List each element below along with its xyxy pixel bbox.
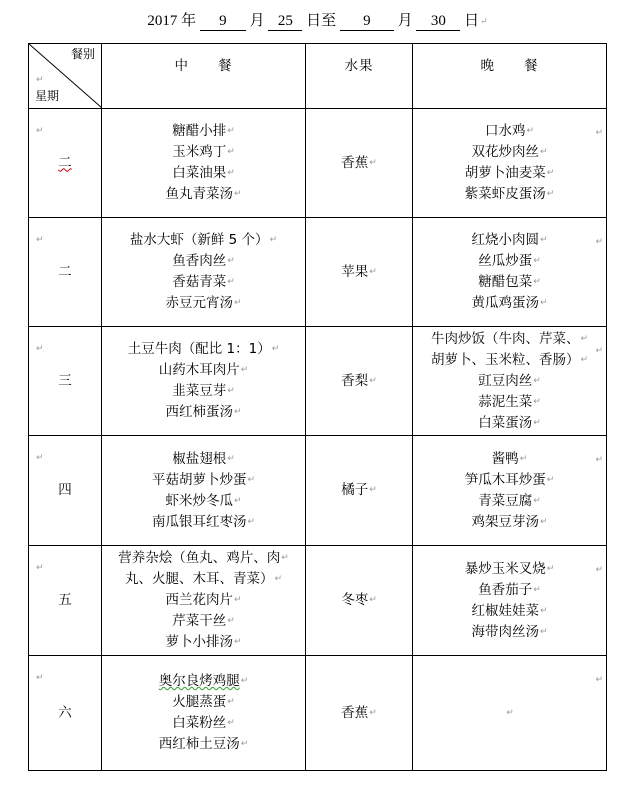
menu-row xyxy=(29,218,607,327)
dinner-dish xyxy=(413,622,606,643)
paragraph-mark-icon: ↵ xyxy=(227,453,235,464)
lunch-dish-text: 平菇胡萝卜炒蛋 xyxy=(151,471,247,488)
paragraph-mark-icon: ↵ xyxy=(519,453,528,464)
fruit-text: 苹果 xyxy=(341,263,369,280)
paragraph-mark-icon: ↵ xyxy=(271,344,280,354)
start-day: 25 xyxy=(268,12,302,31)
dinner-cell xyxy=(413,327,607,436)
paragraph-mark-icon: ↵ xyxy=(580,333,589,344)
dinner-dish xyxy=(413,272,606,293)
paragraph-mark-icon: ↵ xyxy=(595,565,603,575)
fruit-cell xyxy=(306,656,413,771)
paragraph-mark-icon: ↵ xyxy=(546,563,555,574)
dinner-dish xyxy=(413,580,606,601)
paragraph-mark-icon: ↵ xyxy=(227,718,235,728)
paragraph-mark-icon: ↵ xyxy=(369,375,377,386)
table-header-row xyxy=(29,44,607,109)
paragraph-mark-icon: ↵ xyxy=(233,637,242,647)
dinner-cell xyxy=(413,109,607,218)
lunch-dish xyxy=(102,360,305,381)
lunch-dish-text: 萝卜小排汤 xyxy=(165,634,233,650)
lunch-dish-text: 西红柿蛋汤 xyxy=(165,404,233,420)
lunch-dish xyxy=(102,272,305,293)
lunch-dish-text: 鱼香肉丝 xyxy=(172,253,227,269)
dinner-dish-text: 海带肉丝汤 xyxy=(471,623,539,640)
dinner-dish-text: 双花炒肉丝 xyxy=(471,144,539,160)
lunch-dish xyxy=(102,569,305,590)
weekday-cell xyxy=(29,109,102,218)
lunch-dish xyxy=(102,713,305,734)
paragraph-mark-icon: ↵ xyxy=(595,455,603,465)
lunch-dish xyxy=(102,692,305,713)
lunch-dish-text: 韭菜豆芽 xyxy=(172,383,227,399)
dinner-dish-text: 酱鸭 xyxy=(491,450,519,467)
weekday-cell xyxy=(29,436,102,546)
paragraph-mark-icon: ↵ xyxy=(533,375,541,386)
paragraph-mark-icon: ↵ xyxy=(369,266,377,277)
paragraph-mark-icon: ↵ xyxy=(227,697,235,707)
dinner-dish xyxy=(413,350,606,371)
dinner-dish xyxy=(413,121,606,142)
paragraph-mark-icon: ↵ xyxy=(369,485,377,495)
dinner-dish xyxy=(413,251,606,272)
paragraph-mark-icon: ↵ xyxy=(546,474,555,485)
paragraph-mark-icon: ↵ xyxy=(240,739,249,749)
menu-row xyxy=(29,327,607,436)
paragraph-mark-icon: ↵ xyxy=(36,235,44,245)
dinner-dish xyxy=(413,293,606,314)
paragraph-mark-icon: ↵ xyxy=(227,386,235,396)
paragraph-mark-icon: ↵ xyxy=(233,407,242,417)
fruit-cell xyxy=(306,218,413,327)
dinner-dish-text: 红烧小肉圆 xyxy=(471,232,539,248)
lunch-cell xyxy=(102,218,306,327)
fruit-header-text: 水果 xyxy=(344,57,374,74)
paragraph-mark-icon: ↵ xyxy=(36,344,44,354)
fruit-cell xyxy=(306,436,413,546)
weekday-label: 六 xyxy=(58,704,72,721)
menu-row xyxy=(29,546,607,656)
dinner-cell xyxy=(413,218,607,327)
paragraph-mark-icon: ↵ xyxy=(227,126,235,136)
lunch-dish-text: 营养杂烩（鱼丸、鸡片、肉 xyxy=(118,550,281,566)
dinner-dish-text: 笋瓜木耳炒蛋 xyxy=(464,471,546,488)
menu-row xyxy=(29,656,607,771)
lunch-dish-text: 白菜粉丝 xyxy=(172,715,227,731)
paragraph-mark-icon: ↵ xyxy=(539,147,548,157)
weekday-cell xyxy=(29,656,102,771)
dinner-dish-text: 胡萝卜、玉米粒、香肠） xyxy=(430,351,580,368)
paragraph-mark-icon: ↵ xyxy=(274,574,283,584)
paragraph-mark-icon: ↵ xyxy=(369,595,377,605)
lunch-dish-text: 土豆牛肉（配比 1：1） xyxy=(127,341,271,357)
dinner-dish xyxy=(413,184,606,205)
paragraph-mark-icon: ↵ xyxy=(533,396,541,407)
lunch-dish-text: 西兰花肉片 xyxy=(165,592,233,608)
fruit-text: 香蕉 xyxy=(341,704,369,721)
lunch-dish xyxy=(102,121,305,142)
dinner-dish xyxy=(413,559,606,580)
corner-top-label: 餐别 xyxy=(70,47,95,61)
month-label-2: 月 xyxy=(397,13,413,29)
paragraph-mark-icon: ↵ xyxy=(539,626,548,637)
lunch-dish-text: 白菜油果 xyxy=(172,165,227,181)
paragraph-mark-icon: ↵ xyxy=(595,128,603,138)
paragraph-mark-icon: ↵ xyxy=(506,707,514,718)
paragraph-mark-icon: ↵ xyxy=(533,417,541,428)
dinner-dish xyxy=(413,449,606,470)
weekly-menu-table xyxy=(28,43,607,771)
lunch-dish-text: 火腿蒸蛋 xyxy=(172,694,227,710)
lunch-dish xyxy=(102,548,305,569)
paragraph-mark-icon: ↵ xyxy=(227,616,235,626)
menu-row xyxy=(29,109,607,218)
lunch-dish xyxy=(102,590,305,611)
lunch-dish-text: 香菇青菜 xyxy=(172,274,227,290)
dinner-dish-text: 鸡架豆芽汤 xyxy=(471,513,539,530)
dinner-dish-text: 糖醋包菜 xyxy=(478,274,533,290)
dinner-dish-text: 豇豆肉丝 xyxy=(478,372,533,389)
end-month: 9 xyxy=(340,12,394,31)
start-month: 9 xyxy=(200,12,246,31)
lunch-dish-text: 虾米炒冬瓜 xyxy=(165,492,233,509)
lunch-dish xyxy=(102,491,305,512)
lunch-dish-text: 椒盐翅根 xyxy=(172,450,227,467)
paragraph-mark-icon: ↵ xyxy=(247,474,256,485)
weekday-cell xyxy=(29,546,102,656)
paragraph-mark-icon: ↵ xyxy=(36,126,44,136)
weekday-label: 二 xyxy=(58,263,72,280)
lunch-dish xyxy=(102,251,305,272)
lunch-dish xyxy=(102,671,305,692)
paragraph-mark-icon: ↵ xyxy=(233,189,242,199)
dinner-dish xyxy=(413,470,606,491)
paragraph-mark-icon: ↵ xyxy=(227,277,235,287)
dinner-header xyxy=(413,44,607,109)
lunch-dish xyxy=(102,402,305,423)
lunch-cell xyxy=(102,436,306,546)
lunch-dish-text: 奥尔良烤鸡腿 xyxy=(158,673,240,689)
lunch-cell xyxy=(102,546,306,656)
paragraph-mark-icon: ↵ xyxy=(526,126,535,136)
dinner-dish-text: 鱼香茄子 xyxy=(478,581,533,598)
paragraph-mark-icon: ↵ xyxy=(227,256,235,266)
dinner-dish-text: 丝瓜炒蛋 xyxy=(478,253,533,269)
paragraph-mark-icon: ↵ xyxy=(247,516,256,527)
paragraph-mark-icon: ↵ xyxy=(595,675,603,685)
fruit-text: 橘子 xyxy=(341,482,369,498)
lunch-dish-text: 玉米鸡丁 xyxy=(172,144,227,160)
paragraph-mark-icon: ↵ xyxy=(480,16,488,26)
lunch-dish-text: 赤豆元宵汤 xyxy=(165,295,233,311)
paragraph-mark-icon: ↵ xyxy=(240,365,249,375)
lunch-cell xyxy=(102,656,306,771)
fruit-cell xyxy=(306,327,413,436)
dinner-cell xyxy=(413,546,607,656)
paragraph-mark-icon: ↵ xyxy=(546,168,555,178)
to-label: 日至 xyxy=(306,13,337,29)
lunch-dish xyxy=(102,142,305,163)
paragraph-mark-icon: ↵ xyxy=(36,453,44,463)
paragraph-mark-icon: ↵ xyxy=(533,277,541,287)
paragraph-mark-icon: ↵ xyxy=(233,595,242,605)
dinner-dish-text: 暴炒玉米叉烧 xyxy=(464,560,546,577)
lunch-header xyxy=(102,44,306,109)
dinner-dish-text: 胡萝卜油麦菜 xyxy=(464,165,546,181)
paragraph-mark-icon: ↵ xyxy=(36,75,44,85)
dinner-dish xyxy=(413,163,606,184)
weekday-label: 二 xyxy=(58,154,72,171)
dinner-dish-text: 黄瓜鸡蛋汤 xyxy=(471,295,539,311)
lunch-dish-text: 丸、火腿、木耳、青菜） xyxy=(124,571,274,587)
menu-body xyxy=(29,109,607,771)
dinner-dish-text: 紫菜虾皮蛋汤 xyxy=(464,186,546,202)
lunch-dish-text: 南瓜银耳红枣汤 xyxy=(151,513,247,530)
year-text: 2017 xyxy=(147,13,178,29)
dinner-dish-text: 青菜豆腐 xyxy=(478,492,533,509)
lunch-dish xyxy=(102,611,305,632)
lunch-dish xyxy=(102,734,305,755)
paragraph-mark-icon: ↵ xyxy=(539,605,548,616)
paragraph-mark-icon: ↵ xyxy=(546,189,555,199)
lunch-dish xyxy=(102,293,305,314)
menu-row xyxy=(29,436,607,546)
paragraph-mark-icon: ↵ xyxy=(240,676,249,686)
lunch-dish xyxy=(102,230,305,251)
lunch-cell xyxy=(102,327,306,436)
day-label: 日 xyxy=(464,13,480,29)
fruit-text: 香蕉 xyxy=(341,154,369,171)
weekday-cell xyxy=(29,218,102,327)
fruit-cell xyxy=(306,546,413,656)
paragraph-mark-icon: ↵ xyxy=(539,235,548,245)
weekday-cell xyxy=(29,327,102,436)
corner-cell xyxy=(29,44,102,109)
lunch-dish xyxy=(102,381,305,402)
lunch-dish xyxy=(102,339,305,360)
lunch-dish-text: 芹菜干丝 xyxy=(172,613,227,629)
paragraph-mark-icon: ↵ xyxy=(595,237,603,247)
paragraph-mark-icon: ↵ xyxy=(36,673,44,683)
dinner-header-text: 晚 餐 xyxy=(480,57,539,74)
lunch-cell xyxy=(102,109,306,218)
paragraph-mark-icon: ↵ xyxy=(36,563,44,573)
lunch-dish-text: 鱼丸青菜汤 xyxy=(165,186,233,202)
corner-bottom-label: 星期 xyxy=(35,89,60,103)
dinner-dish xyxy=(413,512,606,533)
lunch-dish xyxy=(102,632,305,653)
paragraph-mark-icon: ↵ xyxy=(580,354,589,365)
paragraph-mark-icon: ↵ xyxy=(227,147,235,157)
month-label-1: 月 xyxy=(249,13,265,29)
date-range-header xyxy=(0,10,635,32)
year-suffix: 年 xyxy=(181,13,197,29)
fruit-header xyxy=(306,44,413,109)
dinner-dish xyxy=(413,329,606,350)
dinner-dish-text: 红椒娃娃菜 xyxy=(471,602,539,619)
dinner-dish-text: 白菜蛋汤 xyxy=(478,414,533,431)
dinner-dish-text: 口水鸡 xyxy=(484,123,526,139)
lunch-dish-text: 山药木耳肉片 xyxy=(158,362,240,378)
weekday-label: 四 xyxy=(58,482,72,498)
lunch-dish xyxy=(102,470,305,491)
lunch-header-text: 中 餐 xyxy=(174,57,233,74)
weekday-label: 五 xyxy=(58,592,72,608)
dinner-dish xyxy=(413,601,606,622)
paragraph-mark-icon: ↵ xyxy=(281,553,289,563)
paragraph-mark-icon: ↵ xyxy=(533,256,541,266)
fruit-text: 冬枣 xyxy=(341,592,369,608)
dinner-dish xyxy=(413,230,606,251)
fruit-cell xyxy=(306,109,413,218)
lunch-dish xyxy=(102,184,305,205)
end-day: 30 xyxy=(416,12,460,31)
paragraph-mark-icon: ↵ xyxy=(595,346,603,356)
paragraph-mark-icon: ↵ xyxy=(233,298,242,308)
weekday-label: 三 xyxy=(58,372,72,389)
dinner-dish xyxy=(413,392,606,413)
lunch-dish xyxy=(102,163,305,184)
lunch-dish xyxy=(102,512,305,533)
paragraph-mark-icon: ↵ xyxy=(533,495,541,506)
paragraph-mark-icon: ↵ xyxy=(227,168,235,178)
dinner-dish-text: 牛肉炒饭（牛肉、芹菜、 xyxy=(430,330,580,347)
lunch-dish xyxy=(102,449,305,470)
dinner-cell xyxy=(413,656,607,771)
fruit-text: 香梨 xyxy=(341,372,369,389)
paragraph-mark-icon: ↵ xyxy=(269,235,278,245)
lunch-dish-text: 西红柿土豆汤 xyxy=(158,736,240,752)
paragraph-mark-icon: ↵ xyxy=(533,584,541,595)
paragraph-mark-icon: ↵ xyxy=(539,516,548,527)
paragraph-mark-icon: ↵ xyxy=(539,298,548,308)
dinner-cell xyxy=(413,436,607,546)
dinner-dish xyxy=(413,491,606,512)
dinner-dish xyxy=(413,142,606,163)
paragraph-mark-icon: ↵ xyxy=(369,707,377,718)
dinner-dish-text: 蒜泥生菜 xyxy=(478,393,533,410)
paragraph-mark-icon: ↵ xyxy=(233,495,242,506)
lunch-dish-text: 糖醋小排 xyxy=(172,123,227,139)
dinner-dish xyxy=(413,413,606,434)
dinner-dish xyxy=(413,371,606,392)
paragraph-mark-icon: ↵ xyxy=(369,157,377,168)
lunch-dish-text: 盐水大虾（新鲜 5 个） xyxy=(129,232,269,248)
